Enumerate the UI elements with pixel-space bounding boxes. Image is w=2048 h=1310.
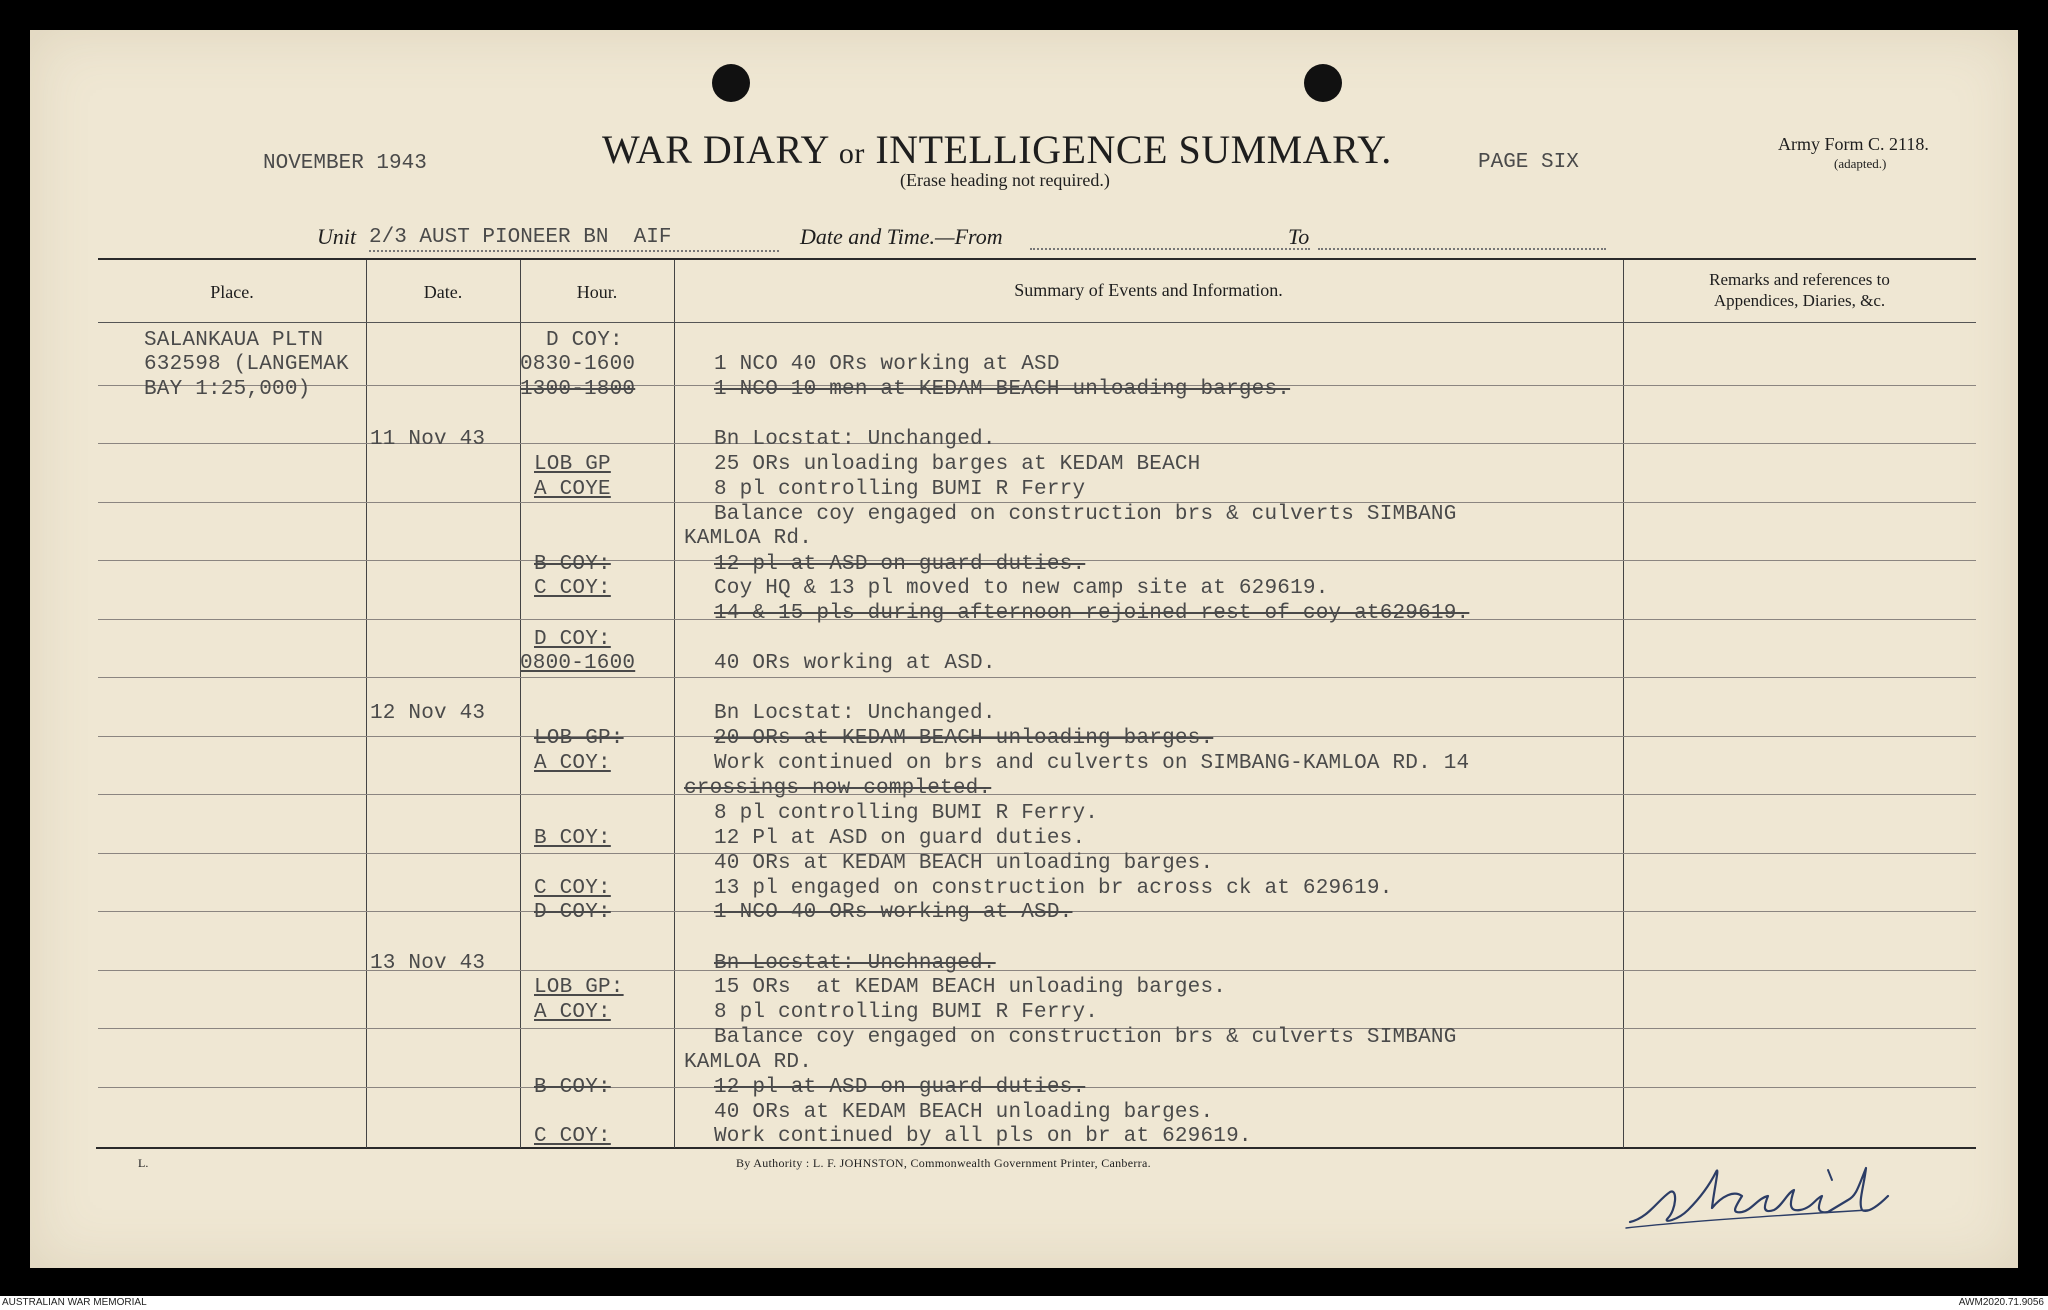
printer-line: By Authority : L. F. JOHNSTON, Commonwealth Government Printer, Canberra. bbox=[736, 1156, 1151, 1170]
entry-line: Balance coy engaged on construction brs & culverts SIMBANG bbox=[714, 503, 1457, 526]
entry-line: Work continued by all pls on br at 629619. bbox=[714, 1125, 1252, 1148]
entry-line: Bn Locstat: Unchnaged. bbox=[714, 952, 996, 975]
entry-line: Bn Locstat: Unchanged. bbox=[714, 428, 996, 451]
entry-line: 20 ORs at KEDAM BEACH unloading barges. bbox=[714, 727, 1214, 750]
hour-c-coy-3: C COY: bbox=[534, 1125, 611, 1148]
to-label: To bbox=[1288, 224, 1310, 249]
date-12-nov: 12 Nov 43 bbox=[370, 702, 486, 725]
archive-name: AUSTRALIAN WAR MEMORIAL bbox=[2, 1297, 147, 1308]
entry-line: 12 pl at ASD on guard duties. bbox=[714, 553, 1086, 576]
col-place: Place. bbox=[210, 282, 254, 302]
col-remarks-line2: Appendices, Diaries, &c. bbox=[1713, 291, 1886, 310]
hour-lob-gp-1: LOB GP bbox=[534, 453, 611, 476]
hour-lob-gp-3: LOB GP: bbox=[534, 976, 624, 999]
entry-line: 15 ORs at KEDAM BEACH unloading barges. bbox=[714, 976, 1227, 999]
diary-sheet bbox=[30, 30, 2018, 1268]
punch-hole-right bbox=[1304, 64, 1342, 102]
form-label: Army Form C. 2118. bbox=[1778, 134, 1929, 154]
hour-b-coy-1: B COY: bbox=[534, 553, 611, 576]
place-line-2: 632598 (LANGEMAK bbox=[144, 353, 349, 376]
entry-line: Bn Locstat: Unchanged. bbox=[714, 702, 996, 725]
entry-line: 8 pl controlling BUMI R Ferry bbox=[714, 478, 1086, 501]
hour-d-coy-2: D COY: bbox=[534, 628, 611, 651]
date-13-nov: 13 Nov 43 bbox=[370, 952, 486, 975]
entry-line: 12 pl at ASD on guard duties. bbox=[714, 1076, 1086, 1099]
entry-line: KAMLOA Rd. bbox=[684, 527, 813, 550]
entry-line: Coy HQ & 13 pl moved to new camp site at 629619. bbox=[714, 577, 1329, 600]
divider-summary-remarks bbox=[1623, 260, 1624, 1148]
col-remarks-line1: Remarks and references to bbox=[1709, 270, 1890, 289]
hour-a-coy-1: A COYE bbox=[534, 478, 611, 501]
unit-dots bbox=[369, 250, 779, 252]
hour-1300-1800: 1300-1800 bbox=[520, 378, 636, 401]
entry-line: 40 ORs at KEDAM BEACH unloading barges. bbox=[714, 852, 1214, 875]
page-label: PAGE SIX bbox=[1478, 151, 1579, 174]
date-time-label: Date and Time.—From bbox=[800, 224, 1003, 249]
entry-line: Work continued on brs and culverts on SIMBANG-KAMLOA RD. 14 bbox=[714, 752, 1470, 775]
title bbox=[602, 126, 1392, 173]
entry-line: 40 ORs at KEDAM BEACH unloading barges. bbox=[714, 1101, 1214, 1124]
place-line-1: SALANKAUA PLTN bbox=[144, 329, 324, 352]
entry-line: 25 ORs unloading barges at KEDAM BEACH bbox=[714, 453, 1201, 476]
col-date: Date. bbox=[423, 282, 463, 302]
entry-line: 14 & 15 pls during afternoon rejoined rest of coy at629619. bbox=[714, 602, 1470, 625]
erase-note: (Erase heading not required.) bbox=[900, 170, 1110, 190]
punch-hole-left bbox=[712, 64, 750, 102]
hour-0830-1600: 0830-1600 bbox=[520, 353, 636, 376]
entry-line: KAMLOA RD. bbox=[684, 1051, 813, 1074]
entry-line: Balance coy engaged on construction brs & culverts SIMBANG bbox=[714, 1026, 1457, 1049]
entry-line: 8 pl controlling BUMI R Ferry. bbox=[714, 1001, 1099, 1024]
hour-b-coy-3: B COY: bbox=[534, 1076, 611, 1099]
footer-mark: L. bbox=[138, 1156, 149, 1170]
archive-strip bbox=[0, 1296, 2048, 1310]
unit-value: 2/3 AUST PIONEER BN AIF bbox=[369, 226, 672, 249]
entry-line: 1 NCO 40 ORs working at ASD. bbox=[714, 901, 1073, 924]
entry-line: 12 Pl at ASD on guard duties. bbox=[714, 827, 1086, 850]
place-line-3: BAY 1:25,000) bbox=[144, 378, 311, 401]
entry-line: 1 NCO 40 ORs working at ASD bbox=[714, 353, 1060, 376]
entry-line: 40 ORs working at ASD. bbox=[714, 652, 996, 675]
title-war-diary: WAR DIARY bbox=[602, 127, 829, 172]
from-dots bbox=[1030, 248, 1310, 250]
entry-line: 8 pl controlling BUMI R Ferry. bbox=[714, 802, 1099, 825]
entry-line: 1 NCO 10 men at KEDAM BEACH unloading barges. bbox=[714, 378, 1291, 401]
title-intelligence-summary: INTELLIGENCE SUMMARY. bbox=[875, 127, 1392, 172]
hour-b-coy-2: B COY: bbox=[534, 827, 611, 850]
title-or: or bbox=[838, 137, 865, 170]
form-adapted: (adapted.) bbox=[1834, 156, 1887, 171]
divider-hour-summary bbox=[674, 260, 675, 1148]
hour-0800-1600: 0800-1600 bbox=[520, 652, 636, 675]
officer-signature bbox=[1618, 1130, 1918, 1240]
header-rule bbox=[98, 322, 1976, 323]
hour-d-coy-3: D COY: bbox=[534, 901, 611, 924]
month-label: NOVEMBER 1943 bbox=[263, 152, 427, 175]
date-11-nov: 11 Nov 43 bbox=[370, 428, 486, 451]
entry-line: crossings now completed. bbox=[684, 777, 992, 800]
hour-a-coy-2: A COY: bbox=[534, 752, 611, 775]
hour-d-coy-1: D COY: bbox=[546, 329, 623, 352]
hour-a-coy-3: A COY: bbox=[534, 1001, 611, 1024]
table-top-rule bbox=[98, 258, 1976, 260]
hour-c-coy-1: C COY: bbox=[534, 577, 611, 600]
col-summary: Summary of Events and Information. bbox=[1014, 280, 1283, 300]
archive-reference: AWM2020.71.9056 bbox=[1958, 1297, 2044, 1308]
entry-line: 13 pl engaged on construction br across ck at 629619. bbox=[714, 877, 1393, 900]
to-dots bbox=[1318, 248, 1606, 250]
hour-lob-gp-2: LOB GP: bbox=[534, 727, 624, 750]
unit-label: Unit bbox=[317, 224, 357, 249]
col-hour: Hour. bbox=[576, 282, 618, 302]
divider-place-date bbox=[366, 260, 367, 1148]
hour-c-coy-2: C COY: bbox=[534, 877, 611, 900]
